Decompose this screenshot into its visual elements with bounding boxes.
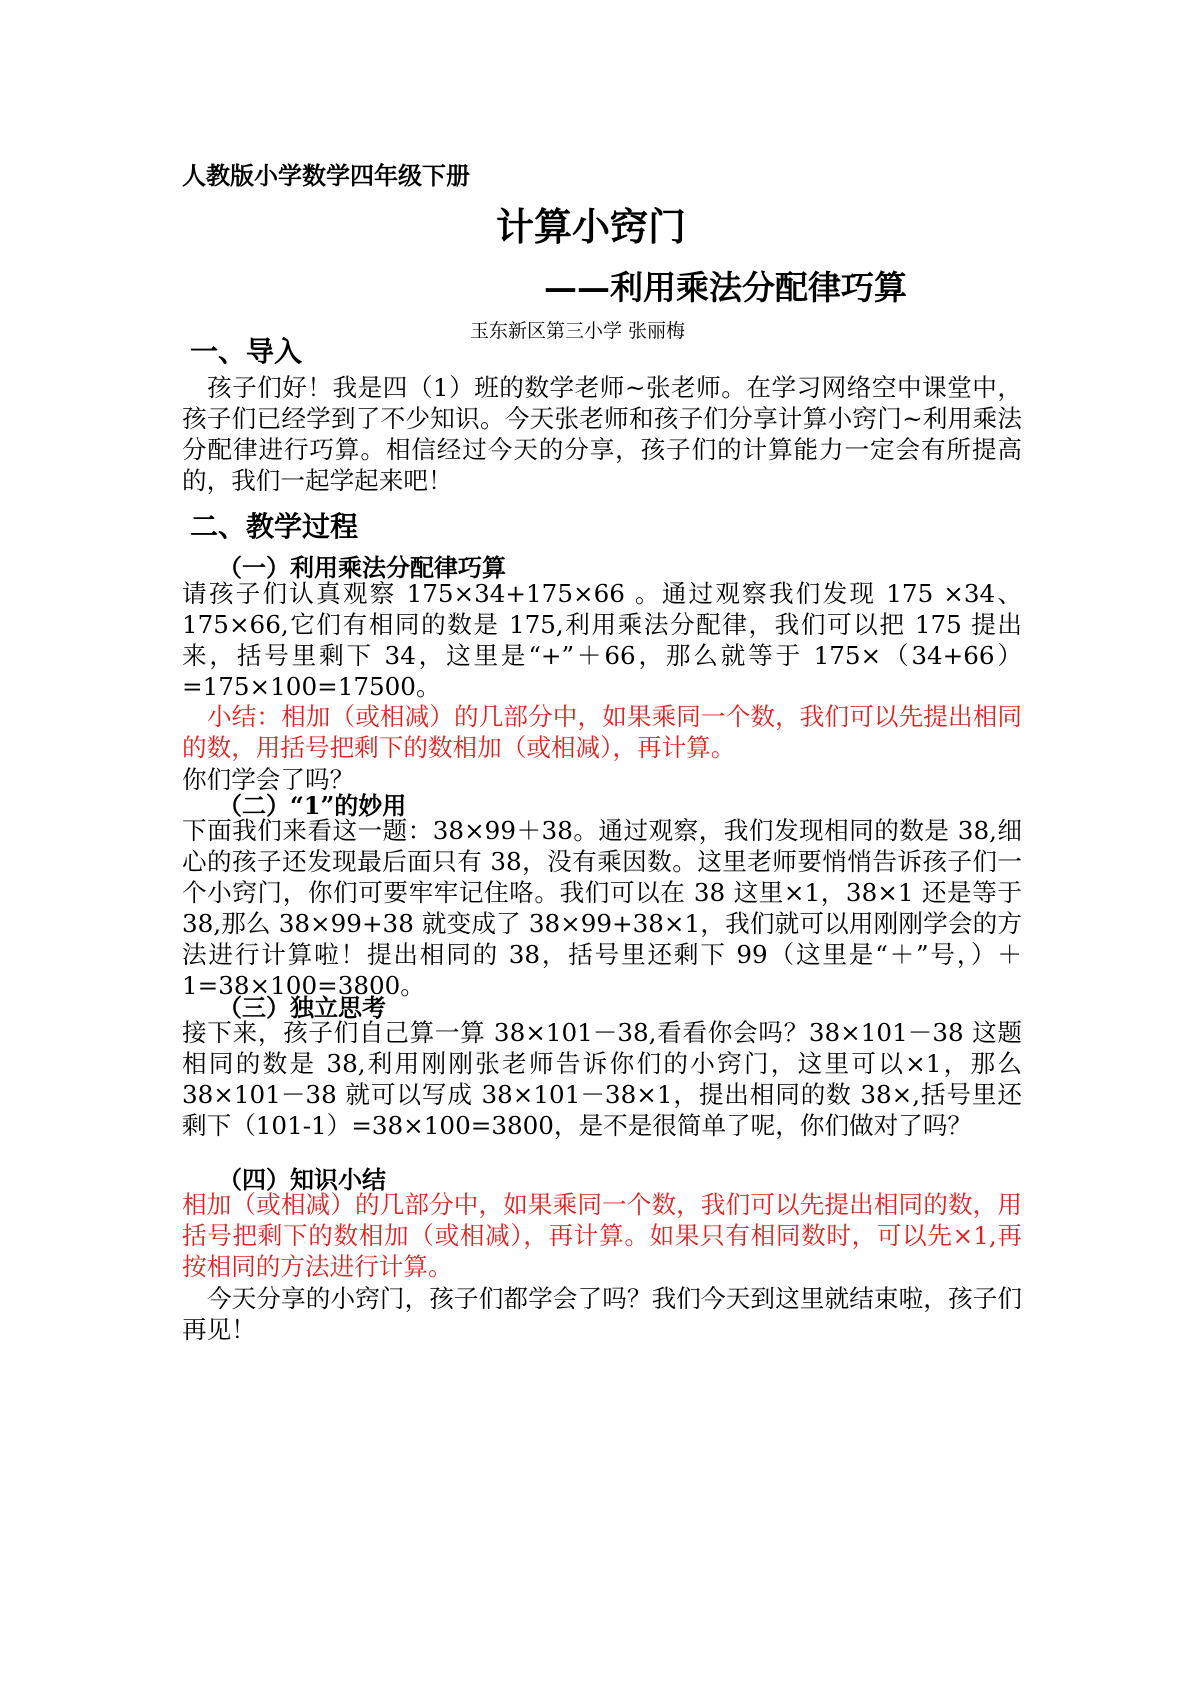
author-line: 玉东新区第三小学 张丽梅 [470, 320, 686, 342]
part1-paragraph: 请孩子们认真观察 175×34+175×66 。通过观察我们发现 175 ×34、175×66,它们有相同的数是 175,利用乘法分配律，我们可以把 175 提出来，括号里剩下 34，这里是“+”＋66，那么就等于 175×（34+66）=175×100=17500。 [182, 579, 1022, 701]
part4-summary: 相加（或相减）的几部分中，如果乘同一个数，我们可以先提出相同的数，用括号把剩下的数相加（或相减），再计算。如果只有相同数时，可以先×1,再按相同的方法进行计算。 [182, 1190, 1022, 1281]
series-label: 人教版小学数学四年级下册 [182, 161, 470, 190]
section-heading-process: 二、教学过程 [190, 510, 359, 543]
closing-paragraph: 今天分享的小窍门，孩子们都学会了吗？我们今天到这里就结束啦，孩子们再见！ [182, 1284, 1022, 1344]
document-title: 计算小窍门 [496, 204, 687, 249]
subsection-heading-1: （一）利用乘法分配律巧算 [218, 553, 506, 582]
part2-paragraph: 下面我们来看这一题：38×99＋38。通过观察，我们发现相同的数是 38,细心的孩子还发现最后面只有 38，没有乘因数。这里老师要悄悄告诉孩子们一个小窍门，你们可要牢牢记住咯。我们可以在 38 这里×1，38×1 还是等于 38,那么 38×99+38 就变成了 38×99+38×1，我们就可以用刚刚学会的方法进行计算啦！提出相同的 38，括号里还剩下 99（这里是“＋”号，）＋1=38×100=3800。 [182, 816, 1022, 1000]
part3-paragraph: 接下来，孩子们自己算一算 38×101－38,看看你会吗？38×101－38 这题相同的数是 38,利用刚刚张老师告诉你们的小窍门，这里可以×1，那么 38×101－38 就可以写成 38×101－38×1，提出相同的数 38×,括号里还剩下（101-1）=38×100=3800，是不是很简单了呢，你们做对了吗？ [182, 1018, 1022, 1140]
intro-paragraph: 孩子们好！我是四（1）班的数学老师~张老师。在学习网络空中课堂中，孩子们已经学到了不少知识。今天张老师和孩子们分享计算小窍门~利用乘法分配律进行巧算。相信经过今天的分享，孩子们的计算能力一定会有所提高的，我们一起学起来吧！ [182, 373, 1022, 495]
subsection-heading-3: （三）独立思考 [218, 993, 386, 1022]
subsection-heading-2: （二）“1”的妙用 [218, 791, 407, 820]
part1-question: 你们学会了吗？ [182, 765, 355, 794]
part1-summary: 小结：相加（或相减）的几部分中，如果乘同一个数，我们可以先提出相同的数，用括号把剩下的数相加（或相减），再计算。 [182, 702, 1022, 762]
subsection-heading-4: （四）知识小结 [218, 1165, 386, 1194]
section-heading-intro: 一、导入 [190, 335, 303, 368]
document-subtitle: ——利用乘法分配律巧算 [544, 268, 907, 307]
